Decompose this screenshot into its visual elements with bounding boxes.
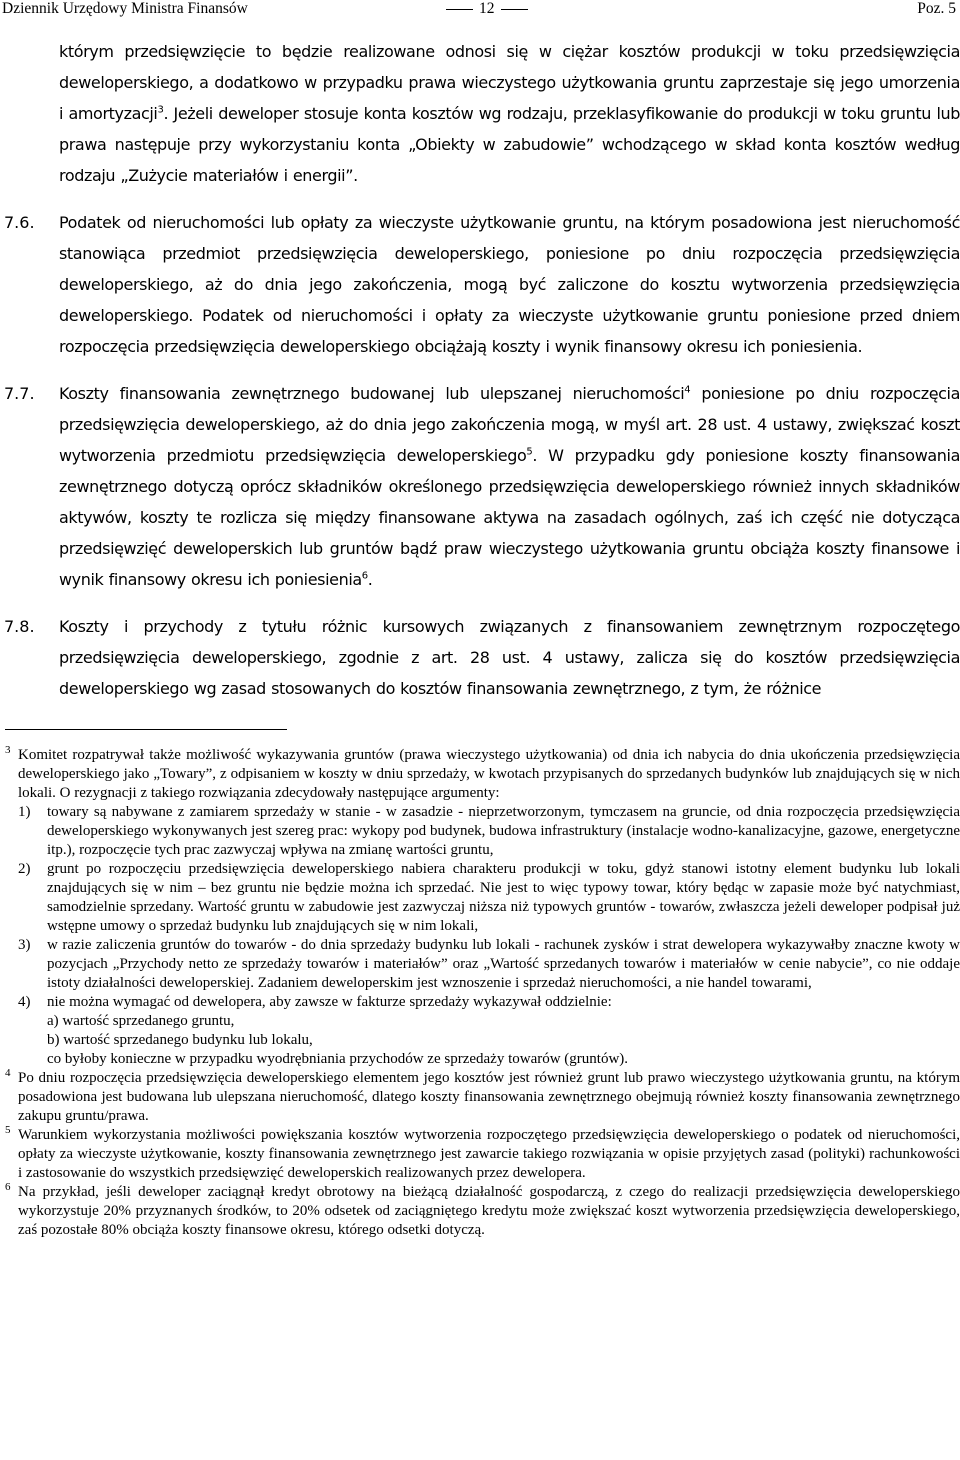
intro-paragraph [0, 36, 960, 191]
spacer [0, 595, 960, 611]
section-7-7-text-b: poniesione po dniu rozpoczęcia przedsięwzięcia deweloperskiego, aż do dnia jego zakończenia mogą, w myśl art. 28 ust. 4 ustawy, zwiększać koszt wytworzenia przedmiotu przedsięwzięcia deweloperskiego [59, 384, 960, 465]
footnote-5-text: Warunkiem wykorzystania możliwości powiększania kosztów wytworzenia rozpoczętego przedsięwzięcia deweloperskiego o podatek od nieruchomości, opłaty za wieczyste użytkowanie, koszty finansowania zewnętrznego jest zawarcie takiego rozwiązania w opisie przyjętych zasad (polityki) rachunkowości i zastosowanie do wszystkich przedsięwzięć deweloperskich realizowanych przez dewelopera. [18, 1127, 960, 1181]
spacer [0, 362, 960, 378]
list-number: 3) [18, 937, 31, 953]
sub-item: b) wartość sprzedanego budynku lub lokalu, [47, 1032, 313, 1048]
publication-title: Dziennik Urzędowy Ministra Finansów [2, 0, 248, 17]
footnote-6-text: Na przykład, jeśli deweloper zaciągnął kredyt obrotowy na bieżącą działalność gospodarczą, z czego do realizacji przedsięwzięcia deweloperskiego wykorzystuje 20% przyznanych środków, to 20% odsetek od zaciągniętego kredytu może zwiększać koszt wytworzenia przedsięwzięcia deweloperskiego, zaś pozostałe 80% obciąża koszty finansowe okresu, którego odsetki dotyczą. [18, 1184, 960, 1238]
footnote-list-item [0, 803, 960, 860]
footnote-list-item [0, 993, 960, 1012]
footnote-ref-3[interactable]: 3 [157, 104, 164, 116]
page-number-dash-left [446, 9, 473, 10]
position-label: Poz. 5 [917, 0, 956, 17]
footnote-mark: 5 [5, 1124, 11, 1136]
section-number: 7.6. [4, 213, 35, 232]
section-7-7 [0, 378, 960, 595]
list-number: 4) [18, 994, 31, 1010]
page-number-value: 12 [479, 0, 495, 17]
section-7-7-text-c: . W przypadku gdy poniesione koszty finansowania zewnętrznego dotyczą oprócz składników określonego przedsięwzięcia deweloperskiego również innych składników aktywów, koszty te rozlicza się między finansowane aktywa na zasadach ogólnych, zaś ich część nie dotycząca przedsięwzięć deweloperskich lub gruntów bądź praw wieczystego użytkowania gruntu obciąża koszty finansowe i wynik finansowy okresu ich poniesienia [59, 446, 960, 589]
section-7-6-text: Podatek od nieruchomości lub opłaty za wieczyste użytkowanie gruntu, na którym posadowiona jest nieruchomość stanowiąca przedmiot przedsięwzięcia deweloperskiego, poniesione po dniu rozpoczęcia przedsięwzięcia deweloperskiego, aż do dnia jego zakończenia, mogą być zaliczone do kosztu wytworzenia przedsięwzięcia deweloperskiego. Podatek od nieruchomości i opłaty za wieczyste użytkowanie gruntu poniesione przed dniem rozpoczęcia przedsięwzięcia deweloperskiego obciążają koszty i wynik finansowy okresu ich poniesienia. [59, 213, 960, 356]
list-item-text: nie można wymagać od dewelopera, aby zawsze w fakturze sprzedaży wykazywał oddzielnie: [47, 994, 612, 1010]
section-7-7-text [59, 378, 960, 595]
section-7-8-text: Koszty i przychody z tytułu różnic kursowych związanych z finansowaniem zewnętrznym rozpoczętego przedsięwzięcia deweloperskiego, zgodnie z art. 28 ust. 4 ustawy, zalicza się do kosztów przedsięwzięcia deweloperskiego wg zasad stosowanych do kosztów finansowania zewnętrznego, z tym, że różnice [59, 617, 960, 698]
footnote-ref-4[interactable]: 4 [684, 384, 691, 396]
list-number: 1) [18, 804, 31, 820]
running-header [0, 0, 960, 18]
section-7-7-text-d: . [367, 570, 373, 589]
intro-text-b: . Jeżeli deweloper stosuje konta kosztów wg rodzaju, przeklasyfikowanie do produkcji w toku gruntu lub prawa następuje przy wykorzystaniu konta „Obiekty w zabudowie” wchodzącego w skład konta kosztów według rodzaju „Zużycie materiałów i energii”. [59, 104, 960, 185]
section-7-7-text-a: Koszty finansowania zewnętrznego budowanej lub ulepszanej nieruchomości [59, 384, 685, 403]
footnote-mark: 3 [5, 744, 11, 756]
footnote-list-item [0, 860, 960, 936]
footnote-mark: 4 [5, 1067, 11, 1079]
page-number [440, 0, 534, 18]
main-text [0, 36, 960, 704]
footnote-5 [0, 1126, 960, 1183]
section-7-8 [0, 611, 960, 704]
section-7-6 [0, 207, 960, 362]
intro-text-a: którym przedsięwzięcie to będzie realizowane odnosi się w ciężar kosztów produkcji w toku przedsięwzięcia deweloperskiego, a dodatkowo w przypadku prawa wieczystego użytkowania gruntu zaprzestaje się jego umorzenia i amortyzacji [59, 42, 960, 123]
footnote-ref-5[interactable]: 5 [526, 446, 533, 458]
footnote-mark: 6 [5, 1181, 11, 1193]
sub-item: co byłoby konieczne w przypadku wyodrębniania przychodów ze sprzedaży towarów (gruntów). [47, 1051, 629, 1067]
footnote-3-text: Komitet rozpatrywał także możliwość wykazywania gruntów (prawa wieczystego użytkowania) od dnia ich nabycia do dnia ukończenia przedsięwzięcia deweloperskiego jako „Towary”, z odpisaniem w koszty w dniu sprzedaży, w kwotach przypisanych do sprzedanych budynków lub znajdujących się w nich lokali. O rezygnacji z takiego rozwiązania zdecydowały następujące argumenty: [18, 747, 960, 801]
page-number-dash-right [501, 9, 528, 10]
section-number: 7.8. [4, 617, 35, 636]
list-item-text: towary są nabywane z zamiarem sprzedaży w stanie - w zasadzie - nieprzetworzonym, tymczasem na gruncie, od dnia rozpoczęcia przedsięwzięcia deweloperskiego wykonywanych jest szereg prac: wykopy pod budynek, budowa infrastruktury (instalacje wodno-kanalizacyjne, gazowe, energetyczne itp.), rozpoczęcie tych prac zazwyczaj wpływa na zmianę wartości gruntu, [47, 804, 960, 858]
footnote-4-text: Po dniu rozpoczęcia przedsięwzięcia deweloperskiego elementem jego kosztów jest również grunt lub prawo wieczystego użytkowania gruntu, na którym posadowiona jest budowana lub ulepszana nieruchomość, dlatego koszty finansowania zewnętrznego obejmują również koszty finansowania zewnętrznego zakupu gruntu/prawa. [18, 1070, 960, 1124]
footnote-3 [0, 746, 960, 803]
footnote-4 [0, 1069, 960, 1126]
list-item-text: grunt po rozpoczęciu przedsięwzięcia deweloperskiego nabiera charakteru produkcji w toku, gdyż stanowi istotny element budynku lub lokali znajdujących się w nim – bez gruntu nie będzie można ich sprzedać. Nie jest to więc typowy towar, który będąc w zapasie może być natychmiast, samodzielnie sprzedany. Wartość gruntu w zabudowie jest zazwyczaj niższa niż typowych gruntów - towarów, zwłaszcza jeżeli deweloper podpisał już wstępne umowy o sprzedaż budynku lub znajdujących się w nim lokali, [47, 861, 960, 934]
footnote-ref-6[interactable]: 6 [361, 570, 368, 582]
section-number: 7.7. [4, 384, 35, 403]
footnotes [0, 746, 960, 1240]
footnote-list-item [0, 936, 960, 993]
footnote-6 [0, 1183, 960, 1240]
list-number: 2) [18, 861, 31, 877]
footnote-separator [5, 729, 287, 730]
spacer [0, 191, 960, 207]
list-item-text: w razie zaliczenia gruntów do towarów - do dnia sprzedaży budynku lub lokali - rachunek zysków i strat dewelopera wykazywałby znaczne kwoty w pozycjach „Przychody netto ze sprzedaży towarów i materiałów” oraz „Wartość sprzedanych towarów i materiałów w cenie nabycie”, co nie oddaje istoty działalności deweloperskiej. Zadaniem deweloperskim jest wznoszenie i sprzedaż nieruchomości, a nie handel towarami, [47, 937, 960, 991]
sub-item: a) wartość sprzedanego gruntu, [47, 1013, 235, 1029]
